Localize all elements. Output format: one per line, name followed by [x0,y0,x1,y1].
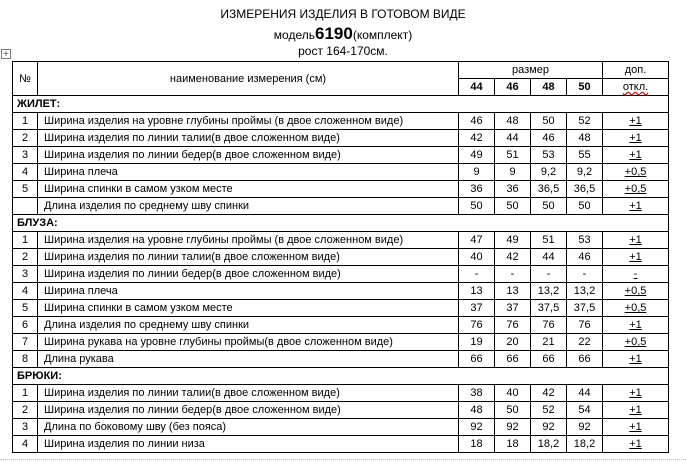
size-value: 50 [567,198,603,215]
size-value: 76 [459,317,495,334]
measurement-name: Ширина рукава на уровне глубины проймы(в двое сложенном виде) [38,334,459,351]
size-value: 51 [495,147,531,164]
size-value: 53 [567,232,603,249]
size-value: 50 [531,198,567,215]
size-value: 13 [459,283,495,300]
measurement-name: Ширина изделия на уровне глубины проймы (в двое сложенном виде) [38,232,459,249]
size-value: - [567,266,603,283]
row-number: 3 [13,266,38,283]
size-value: 37 [495,300,531,317]
model-suffix: (комплект) [352,28,413,42]
height-range: рост 164-170см. [298,44,388,58]
table-row [13,164,669,181]
row-number: 8 [13,351,38,368]
measurement-name: Ширина изделия по линии бедер(в двое сложенном виде) [38,147,459,164]
tolerance-cell [603,317,669,334]
size-value: 37,5 [531,300,567,317]
measurement-name: Длина изделия по среднему шву спинки [38,317,459,334]
page-bottom-edge [0,459,686,464]
size-value: 42 [531,385,567,402]
tolerance-value: +0,5 [624,336,647,348]
tolerance-cell [603,232,669,249]
row-number: 5 [13,300,38,317]
size-value: 21 [531,334,567,351]
tolerance-value: +1 [629,200,642,212]
size-value: 19 [459,334,495,351]
tolerance-cell [603,113,669,130]
section-title: БРЮКИ: [13,368,669,385]
size-value: 50 [495,198,531,215]
tolerance-value: +1 [629,438,642,450]
size-value: - [495,266,531,283]
tolerance-value: +0,5 [624,183,647,195]
tolerance-value: +0,5 [624,285,647,297]
table-row [13,198,669,215]
size-value: 13 [495,283,531,300]
tolerance-value: +1 [629,234,642,246]
tolerance-cell [603,419,669,436]
tolerance-value: +1 [629,421,642,433]
table-row [13,147,669,164]
size-header: 44 [459,79,495,96]
size-value: 40 [495,385,531,402]
size-value: 53 [531,147,567,164]
size-value: 54 [567,402,603,419]
measurement-name: Длина рукава [38,351,459,368]
table-row [13,402,669,419]
size-value: 76 [567,317,603,334]
size-value: 18 [495,436,531,453]
row-number: 1 [13,113,38,130]
tolerance-cell [603,147,669,164]
size-value: 40 [459,249,495,266]
size-value: 50 [495,402,531,419]
size-value: 50 [459,198,495,215]
row-number: 4 [13,164,38,181]
tolerance-value: +1 [629,115,642,127]
table-row [13,249,669,266]
measurement-name: Ширина спинки в самом узком месте [38,181,459,198]
tolerance-value: +0,5 [624,166,647,178]
header-row-1 [13,62,669,79]
size-value: 66 [567,351,603,368]
tolerance-value: +0,5 [624,302,647,314]
size-value: 48 [459,402,495,419]
tolerance-cell [603,164,669,181]
size-value: 44 [495,130,531,147]
section-row [13,368,669,385]
size-value: 36,5 [531,181,567,198]
tolerance-cell [603,402,669,419]
row-number: 3 [13,419,38,436]
measurement-name: Ширина изделия по линии бедер(в двое сложенном виде) [38,266,459,283]
tolerance-value: +1 [629,404,642,416]
size-value: 46 [567,249,603,266]
size-value: 92 [567,419,603,436]
size-value: 66 [459,351,495,368]
measurement-name: Ширина изделия на уровне глубины проймы (в двое сложенном виде) [38,113,459,130]
size-value: 37,5 [567,300,603,317]
measurement-name: Ширина изделия по линии талии(в двое сложенном виде) [38,130,459,147]
tolerance-cell [603,130,669,147]
col-header-name: наименование измерения (см) [38,62,459,96]
tolerance-cell [603,181,669,198]
size-value: 49 [495,232,531,249]
table-row [13,300,669,317]
tolerance-cell [603,198,669,215]
table-row [13,436,669,453]
tolerance-cell [603,300,669,317]
model-number: 6190 [315,24,353,43]
row-number: 2 [13,402,38,419]
measurement-name: Ширина плеча [38,283,459,300]
size-value: 52 [531,402,567,419]
size-value: 18,2 [531,436,567,453]
size-value: 18 [459,436,495,453]
size-value: 36,5 [567,181,603,198]
section-row [13,215,669,232]
table-row [13,317,669,334]
size-value: 13,2 [531,283,567,300]
size-value: 48 [567,130,603,147]
size-value: 92 [495,419,531,436]
size-value: 46 [531,130,567,147]
size-value: 36 [459,181,495,198]
tolerance-cell [603,351,669,368]
section-title: ЖИЛЕТ: [13,96,669,113]
size-value: - [531,266,567,283]
section-title: БЛУЗА: [13,215,669,232]
tolerance-cell [603,283,669,300]
col-header-size: размер [459,62,603,79]
col-header-tolerance-1: доп. [603,62,669,79]
size-value: 9 [459,164,495,181]
measurement-name: Ширина плеча [38,164,459,181]
size-value: 48 [495,113,531,130]
size-value: - [459,266,495,283]
model-line [0,24,686,44]
measurement-name: Длина по боковому шву (без пояса) [38,419,459,436]
size-value: 9 [495,164,531,181]
size-value: 51 [531,232,567,249]
size-value: 22 [567,334,603,351]
size-header: 48 [531,79,567,96]
size-value: 47 [459,232,495,249]
tolerance-cell [603,334,669,351]
size-value: 42 [495,249,531,266]
measurement-name: Ширина изделия по линии талии(в двое сложенном виде) [38,385,459,402]
size-value: 49 [459,147,495,164]
row-number: 5 [13,181,38,198]
measurement-name: Ширина изделия по линии бедер(в двое сложенном виде) [38,402,459,419]
size-value: 76 [531,317,567,334]
tolerance-cell [603,266,669,283]
size-value: 36 [495,181,531,198]
tolerance-value: +1 [629,353,642,365]
row-number: 7 [13,334,38,351]
row-number: 1 [13,385,38,402]
col-header-tolerance-2: откл. [603,79,669,96]
row-number [13,198,38,215]
size-value: 20 [495,334,531,351]
size-value: 42 [459,130,495,147]
table-row [13,181,669,198]
size-value: 38 [459,385,495,402]
size-value: 55 [567,147,603,164]
table-row [13,130,669,147]
size-value: 9,2 [567,164,603,181]
row-number: 1 [13,232,38,249]
model-prefix: модель [273,28,315,42]
table-row [13,266,669,283]
row-number: 2 [13,130,38,147]
size-value: 52 [567,113,603,130]
table-row [13,232,669,249]
document-title: ИЗМЕРЕНИЯ ИЗДЕЛИЯ В ГОТОВОМ ВИДЕ [220,7,466,21]
measurement-name: Ширина изделия по линии талии(в двое сложенном виде) [38,249,459,266]
size-value: 66 [531,351,567,368]
table-row [13,351,669,368]
measurements-table [12,61,669,453]
row-number: 2 [13,249,38,266]
tolerance-cell [603,249,669,266]
tolerance-value: +1 [629,132,642,144]
size-header: 50 [567,79,603,96]
size-value: 13,2 [567,283,603,300]
size-value: 46 [459,113,495,130]
tolerance-cell [603,385,669,402]
tolerance-value: +1 [629,149,642,161]
tolerance-value: +1 [629,251,642,263]
tolerance-value: +1 [629,387,642,399]
table-row [13,334,669,351]
tolerance-value: - [633,268,638,280]
size-value: 92 [531,419,567,436]
section-row [13,96,669,113]
size-value: 44 [567,385,603,402]
size-value: 76 [495,317,531,334]
row-number: 3 [13,147,38,164]
tolerance-cell [603,436,669,453]
col-header-number: № [13,62,38,96]
size-value: 37 [459,300,495,317]
size-value: 44 [531,249,567,266]
table-row [13,283,669,300]
row-number: 4 [13,283,38,300]
measurement-name: Ширина изделия по линии низа [38,436,459,453]
table-row [13,419,669,436]
table-move-handle-icon[interactable]: + [2,49,10,58]
tolerance-value: +1 [629,319,642,331]
size-value: 9,2 [531,164,567,181]
size-value: 18,2 [567,436,603,453]
size-value: 50 [531,113,567,130]
table-row [13,385,669,402]
measurement-name: Длина изделия по среднему шву спинки [38,198,459,215]
measurement-name: Ширина спинки в самом узком месте [38,300,459,317]
table-row [13,113,669,130]
size-value: 66 [495,351,531,368]
size-header: 46 [495,79,531,96]
row-number: 4 [13,436,38,453]
size-value: 92 [459,419,495,436]
row-number: 6 [13,317,38,334]
